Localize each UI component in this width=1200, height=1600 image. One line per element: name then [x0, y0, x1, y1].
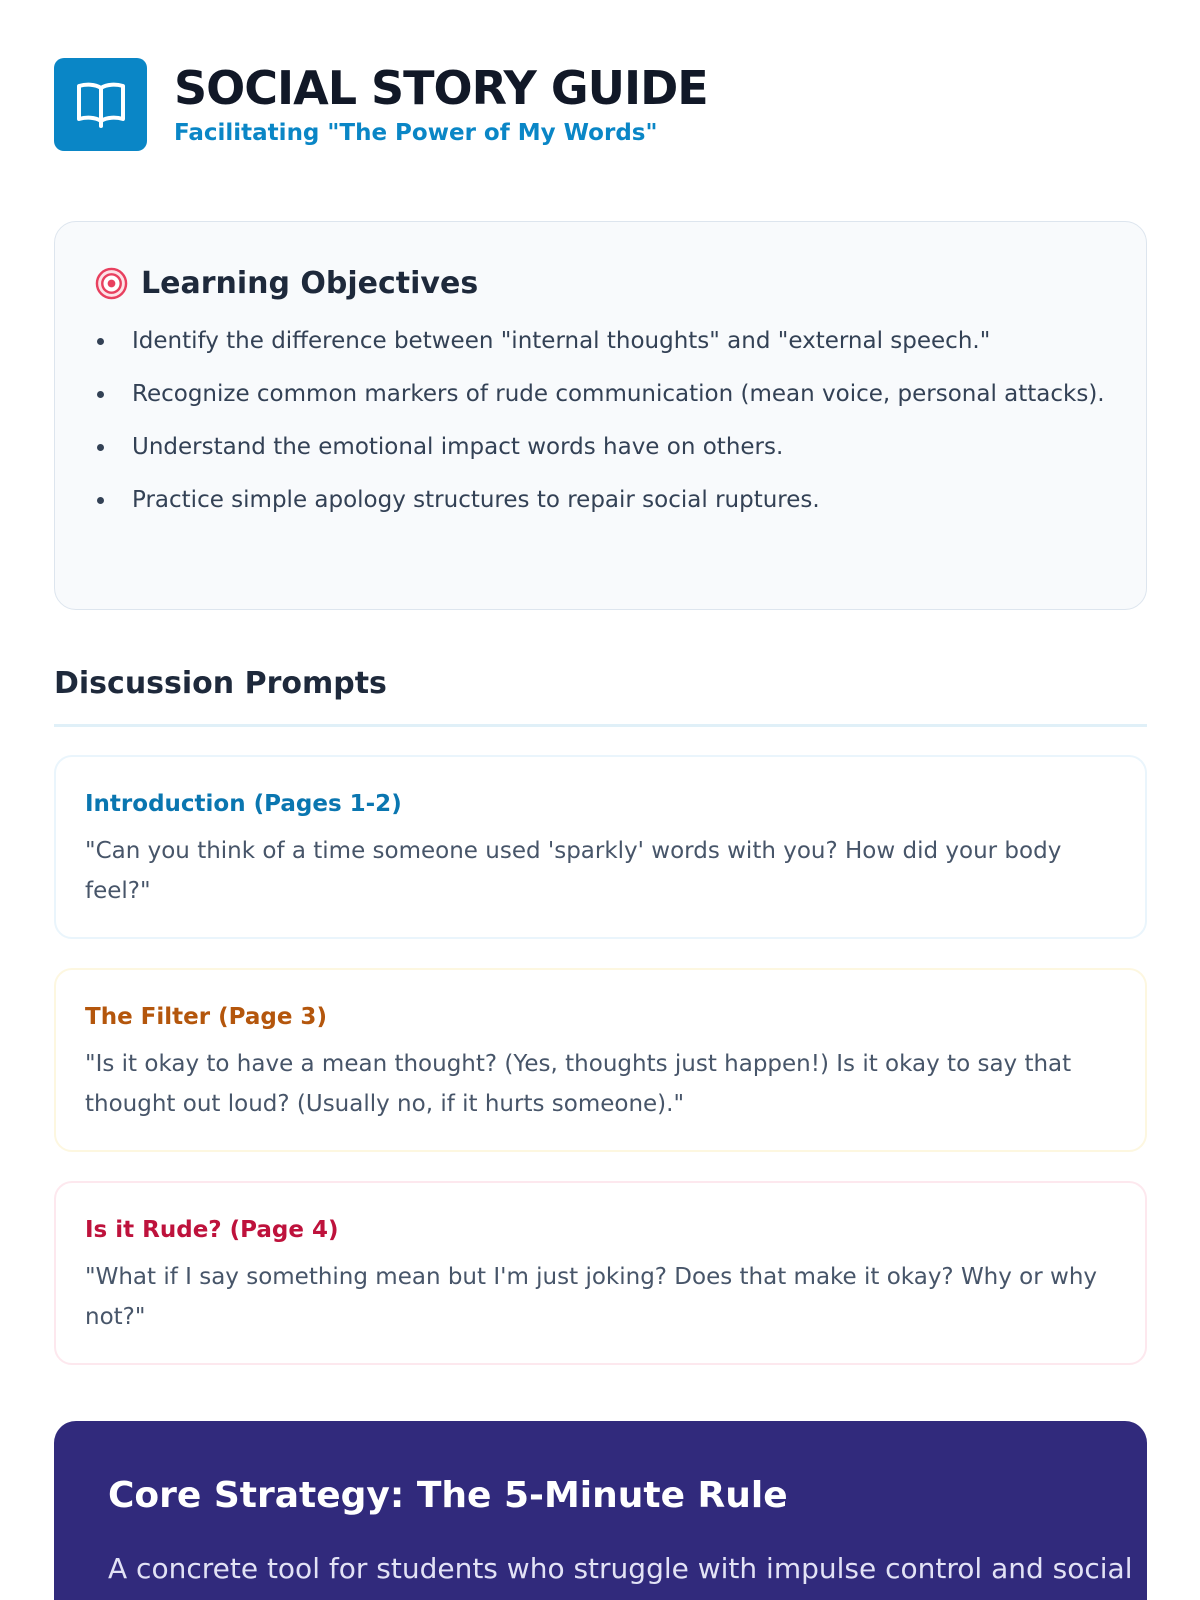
prompt-heading: Introduction (Pages 1-2)	[85, 791, 402, 817]
strategy-title: Core Strategy: The 5-Minute Rule	[108, 1475, 788, 1516]
list-item: Practice simple apology structures to repair social ruptures.	[95, 480, 1106, 520]
prompt-card-filter	[54, 968, 1147, 1152]
list-item: Identify the difference between "internal thoughts" and "external speech."	[95, 321, 1106, 361]
prompt-card-introduction	[54, 755, 1147, 939]
prompt-heading: The Filter (Page 3)	[85, 1004, 327, 1030]
header	[54, 57, 708, 151]
objectives-title: Learning Objectives	[141, 266, 479, 301]
prompt-text: "Is it okay to have a mean thought? (Yes, thoughts just happen!) Is it okay to say that thought out loud? (Usually no, if it hurts someone)."	[85, 1051, 1072, 1117]
open-book-icon	[54, 58, 147, 151]
objectives-list	[95, 321, 1106, 520]
prompt-text: "What if I say something mean but I'm just joking? Does that make it okay? Why or why not?"	[85, 1264, 1098, 1330]
page-title: SOCIAL STORY GUIDE	[174, 61, 708, 115]
list-item: Understand the emotional impact words have on others.	[95, 427, 1106, 467]
discussion-title: Discussion Prompts	[54, 666, 387, 701]
strategy-text: A concrete tool for students who struggle with impulse control and social	[108, 1552, 1133, 1585]
learning-objectives-card	[54, 221, 1147, 610]
divider	[54, 724, 1147, 727]
target-icon	[95, 267, 128, 300]
core-strategy-card	[54, 1421, 1147, 1600]
prompt-heading: Is it Rude? (Page 4)	[85, 1217, 339, 1243]
page-subtitle: Facilitating "The Power of My Words"	[174, 120, 658, 146]
prompt-text: "Can you think of a time someone used 'sparkly' words with you? How did your body feel?"	[85, 838, 1062, 904]
prompt-card-is-it-rude	[54, 1181, 1147, 1365]
list-item: Recognize common markers of rude communication (mean voice, personal attacks).	[95, 374, 1106, 414]
